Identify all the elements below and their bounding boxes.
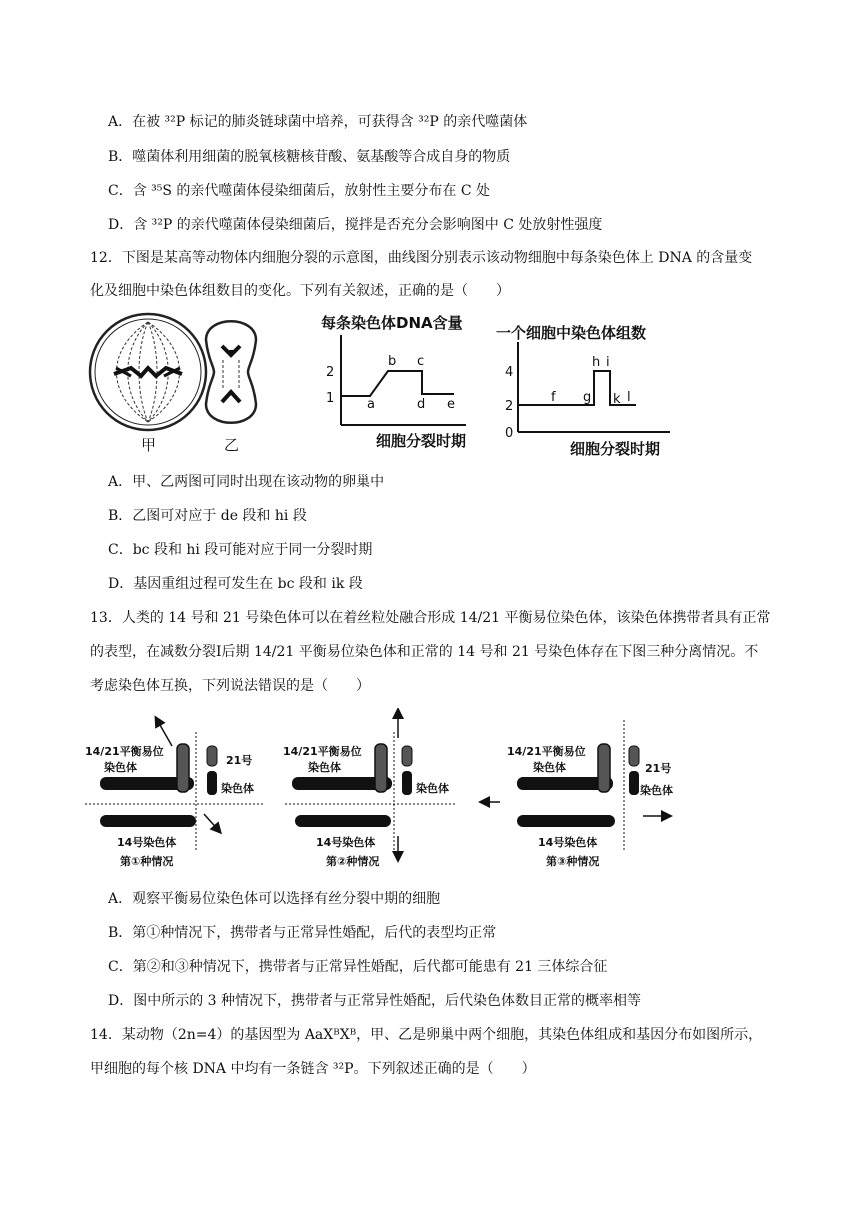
graph-chromosome-sets bbox=[496, 324, 670, 458]
q13-figure bbox=[80, 708, 700, 878]
q13-option-d: D．图中所示的 3 种情况下，携带者与正常异性婚配，后代染色体数目正常的概率相等 bbox=[108, 993, 642, 1009]
graph2-point-l: l bbox=[627, 390, 631, 405]
q13-option-b: B．第①种情况下，携带者与正常异性婚配，后代的表型均正常 bbox=[108, 925, 497, 941]
q14-stem-line-1: 14．某动物（2n=4）的基因型为 AaXᴮXᴮ，甲、乙是卵巢中两个细胞，其染色体组成和基因分布如图所示， bbox=[90, 1027, 763, 1043]
q14-stem-line-2: 甲细胞的每个核 DNA 中均有一条链含 ³²P。下列叙述正确的是（ ） bbox=[90, 1061, 536, 1077]
graph1-tick-1: 1 bbox=[326, 391, 335, 406]
graph1-point-c: c bbox=[417, 354, 425, 369]
graph1-point-e: e bbox=[447, 397, 455, 412]
graph2-point-k: k bbox=[613, 392, 621, 407]
q11-option-a: A．在被 ³²P 标记的肺炎链球菌中培养，可获得含 ³²P 的亲代噬菌体 bbox=[108, 114, 528, 130]
graph2-point-h: h bbox=[592, 355, 601, 370]
q11-option-c: C．含 ³⁵S 的亲代噬菌体侵染细菌后，放射性主要分布在 C 处 bbox=[108, 183, 491, 199]
graph2-title: 一个细胞中染色体组数 bbox=[496, 324, 647, 342]
case1-chr14-label: 14号染色体 bbox=[117, 836, 177, 849]
case2-label: 第②种情况 bbox=[326, 855, 380, 868]
q13-stem-line-1: 13．人类的 14 号和 21 号染色体可以在着丝粒处融合形成 14/21 平衡易位染色体，该染色体携带者具有正常 bbox=[90, 610, 771, 626]
q13-option-c: C．第②和③种情况下，携带者与正常异性婚配，后代都可能患有 21 三体综合征 bbox=[108, 959, 608, 975]
graph1-title: 每条染色体DNA含量 bbox=[321, 314, 463, 332]
q12-figure bbox=[86, 310, 686, 470]
graph-dna-per-chromosome bbox=[321, 314, 466, 450]
case3-translocation-label-1: 14/21平衡易位 bbox=[507, 745, 586, 758]
q12-option-b: B．乙图可对应于 de 段和 hi 段 bbox=[108, 508, 307, 524]
graph2-xlabel: 细胞分裂时期 bbox=[570, 440, 661, 458]
graph1-tick-2: 2 bbox=[326, 365, 335, 380]
case3-chr21-label-2: 染色体 bbox=[640, 784, 673, 797]
case2-chr14-label: 14号染色体 bbox=[316, 836, 376, 849]
graph2-point-f: f bbox=[551, 390, 556, 405]
case-3-diagram bbox=[507, 720, 673, 868]
case2-chr21-label: 染色体 bbox=[416, 782, 449, 795]
case1-chr21-label-1: 21号 bbox=[226, 754, 253, 767]
graph2-tick-2: 2 bbox=[505, 399, 514, 414]
case3-chr21-label-1: 21号 bbox=[645, 762, 672, 775]
graph1-point-b: b bbox=[388, 354, 397, 369]
case2-translocation-label-1: 14/21平衡易位 bbox=[283, 745, 362, 758]
q12-stem-line-1: 12．下图是某高等动物体内细胞分裂的示意图，曲线图分别表示该动物细胞中每条染色体上 DNA 的含量变 bbox=[90, 250, 753, 266]
q12-option-c: C．bc 段和 hi 段可能对应于同一分裂时期 bbox=[108, 542, 373, 558]
cell-jia-diagram bbox=[90, 314, 206, 430]
graph2-tick-0: 0 bbox=[505, 426, 514, 441]
case2-translocation-label-2: 染色体 bbox=[308, 761, 341, 774]
graph1-xlabel: 细胞分裂时期 bbox=[376, 432, 467, 450]
case1-chr21-label-2: 染色体 bbox=[221, 782, 254, 795]
graph1-curve bbox=[341, 371, 454, 396]
case1-label: 第①种情况 bbox=[120, 855, 174, 868]
q12-option-d: D．基因重组过程可发生在 bc 段和 ik 段 bbox=[108, 576, 363, 592]
case3-chr14-label: 14号染色体 bbox=[538, 836, 598, 849]
case-2-diagram bbox=[283, 710, 455, 868]
graph1-point-a: a bbox=[367, 397, 375, 412]
cell-jia-label: 甲 bbox=[141, 436, 157, 454]
graph2-point-i: i bbox=[606, 355, 610, 370]
graph2-point-g: g bbox=[583, 390, 592, 405]
q13-stem-line-2: 的表型，在减数分裂Ⅰ后期 14/21 平衡易位染色体和正常的 14 号和 21 号染色体存在下图三种分离情况。不 bbox=[90, 644, 759, 660]
q13-option-a: A．观察平衡易位染色体可以选择有丝分裂中期的细胞 bbox=[108, 891, 441, 907]
cell-yi-diagram bbox=[206, 321, 256, 423]
graph2-tick-4: 4 bbox=[505, 365, 514, 380]
q12-option-a: A．甲、乙两图可同时出现在该动物的卵巢中 bbox=[108, 474, 385, 490]
case1-translocation-label-2: 染色体 bbox=[104, 761, 137, 774]
q11-option-b: B．噬菌体利用细菌的脱氧核糖核苷酸、氨基酸等合成自身的物质 bbox=[108, 149, 511, 165]
q13-stem-line-3: 考虑染色体互换，下列说法错误的是（ ） bbox=[90, 678, 370, 694]
case3-translocation-label-2: 染色体 bbox=[533, 761, 566, 774]
q12-stem-line-2: 化及细胞中染色体组数目的变化。下列有关叙述，正确的是（ ） bbox=[90, 283, 510, 299]
cell-yi-label: 乙 bbox=[224, 436, 240, 454]
q11-option-d: D．含 ³²P 的亲代噬菌体侵染细菌后，搅拌是否充分会影响图中 C 处放射性强度 bbox=[108, 217, 603, 233]
case1-translocation-label-1: 14/21平衡易位 bbox=[85, 745, 164, 758]
case-1-diagram bbox=[85, 718, 265, 868]
case3-label: 第③种情况 bbox=[546, 855, 600, 868]
graph1-point-d: d bbox=[417, 397, 426, 412]
